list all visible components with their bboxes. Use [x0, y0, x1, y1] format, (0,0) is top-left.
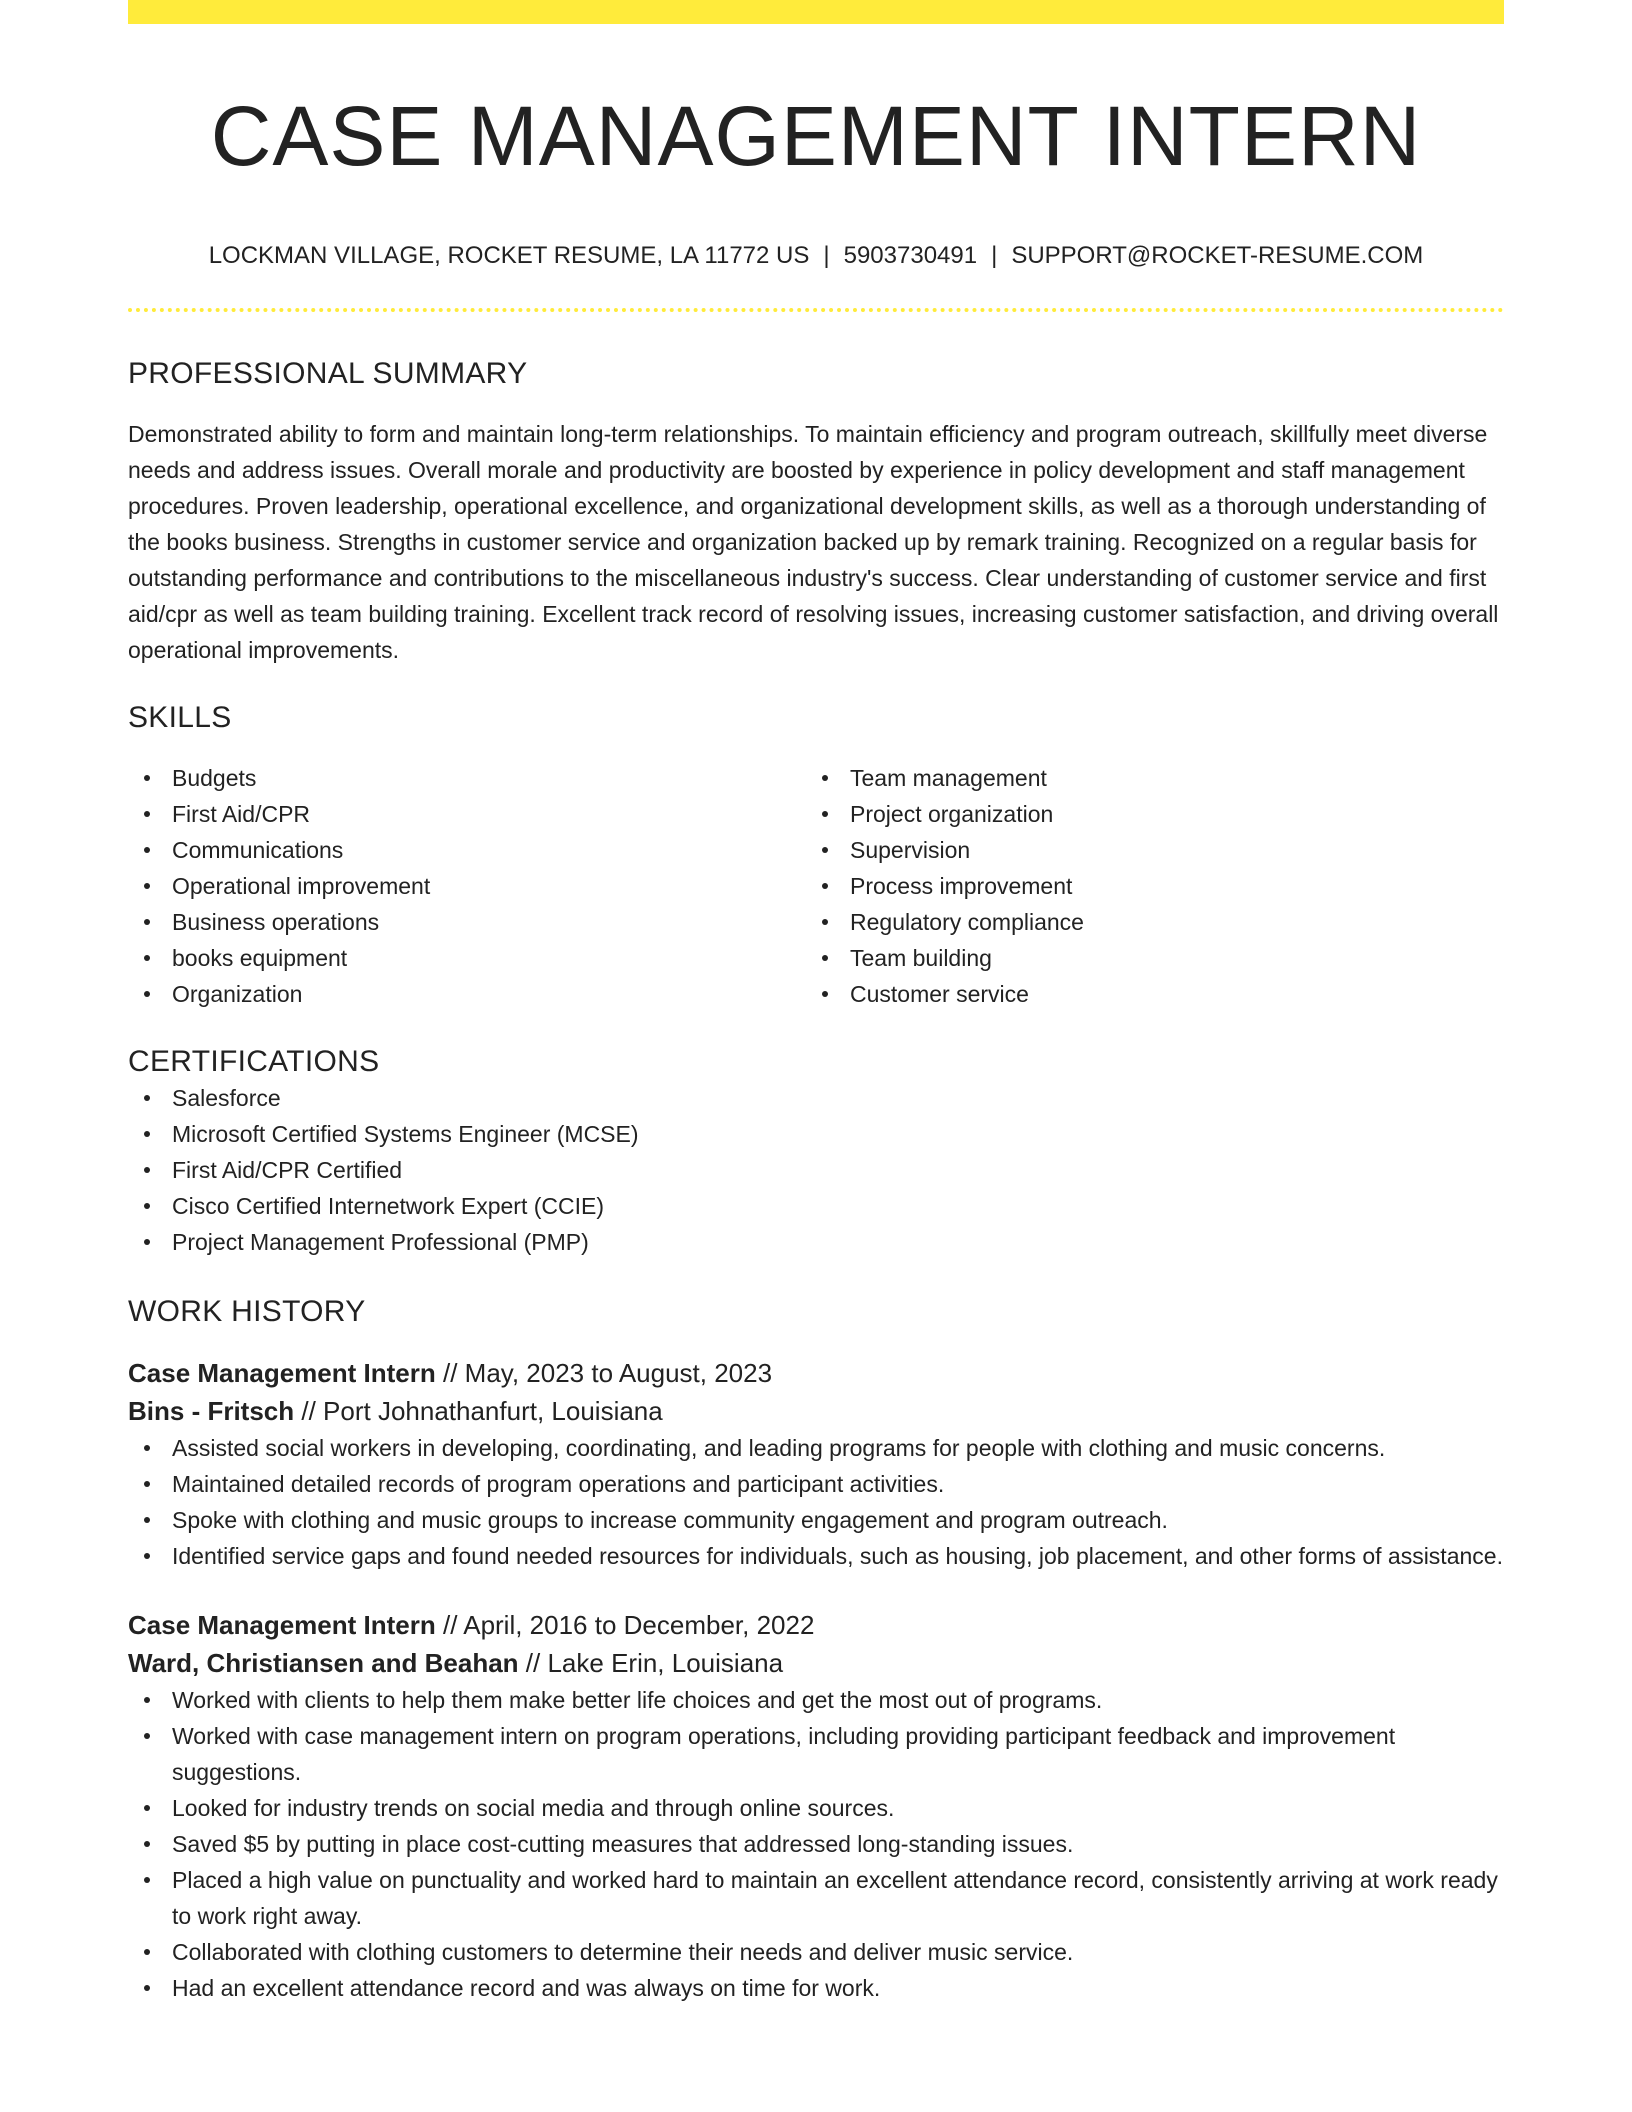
job-entry — [128, 1606, 1504, 2006]
job-role: Case Management Intern — [128, 1358, 436, 1388]
work-history-heading: WORK HISTORY — [128, 1295, 366, 1328]
job-company-line — [128, 1644, 1504, 1682]
job-duties-list — [128, 1430, 1504, 1574]
contact-separator: | — [991, 242, 998, 269]
job-duty: Worked with clients to help them make better life choices and get the most out of programs. — [128, 1682, 1504, 1718]
job-duty: Maintained detailed records of program operations and participant activities. — [128, 1466, 1504, 1502]
job-company: Ward, Christiansen and Beahan — [128, 1648, 519, 1678]
job-company-line — [128, 1392, 1504, 1430]
job-role-line — [128, 1354, 1504, 1392]
header-divider — [128, 308, 1504, 312]
certifications-heading: CERTIFICATIONS — [128, 1045, 380, 1078]
certification-item: Project Management Professional (PMP) — [128, 1224, 1504, 1260]
certification-item: Salesforce — [128, 1080, 1504, 1116]
skills-heading: SKILLS — [128, 701, 232, 734]
skill-item: Team management — [806, 760, 1484, 796]
contact-separator: | — [823, 242, 830, 269]
skill-item: Team building — [806, 940, 1484, 976]
job-location: // Lake Erin, Louisiana — [525, 1648, 784, 1678]
job-duty: Placed a high value on punctuality and worked hard to maintain an excellent attendance record, consistently arriving at work ready to work right away. — [128, 1862, 1504, 1934]
job-dates: // April, 2016 to December, 2022 — [442, 1610, 815, 1640]
skill-item: First Aid/CPR — [128, 796, 806, 832]
skills-list-left — [128, 760, 806, 1012]
job-duties-list — [128, 1682, 1504, 2006]
certification-item: Microsoft Certified Systems Engineer (MCSE) — [128, 1116, 1504, 1152]
skills-columns — [128, 760, 1504, 1012]
job-duty: Looked for industry trends on social media and through online sources. — [128, 1790, 1504, 1826]
skill-item: Communications — [128, 832, 806, 868]
accent-bar — [128, 0, 1504, 24]
skill-item: Process improvement — [806, 868, 1484, 904]
skill-item: Operational improvement — [128, 868, 806, 904]
skill-item: books equipment — [128, 940, 806, 976]
resume-page — [128, 0, 1504, 2006]
contact-phone: 5903730491 — [843, 242, 978, 269]
job-duty: Worked with case management intern on program operations, including providing participant feedback and improvement suggestions. — [128, 1718, 1504, 1790]
summary-text: Demonstrated ability to form and maintain long-term relationships. To maintain efficiency and program outreach, skillfully meet diverse needs and address issues. Overall morale and productivity are boosted by experience in policy development and staff management procedures. Proven leadership, operational excellence, and organizational development skills, as well as a thorough understanding of the books business. Strengths in customer service and organization backed up by remark training. Recognized on a regular basis for outstanding performance and contributions to the miscellaneous industry's success. Clear understanding of customer service and first aid/cpr as well as team building training. Excellent track record of resolving issues, increasing customer satisfaction, and driving overall operational improvements. — [128, 421, 1499, 663]
contact-email[interactable]: SUPPORT@ROCKET-RESUME.COM — [1011, 242, 1424, 269]
job-duty: Spoke with clothing and music groups to increase community engagement and program outreach. — [128, 1502, 1504, 1538]
job-role: Case Management Intern — [128, 1610, 436, 1640]
skill-item: Customer service — [806, 976, 1484, 1012]
job-entry — [128, 1354, 1504, 1574]
skill-item: Business operations — [128, 904, 806, 940]
job-duty: Had an excellent attendance record and was always on time for work. — [128, 1970, 1504, 2006]
skills-list-right — [806, 760, 1484, 1012]
skill-item: Regulatory compliance — [806, 904, 1484, 940]
contact-address: LOCKMAN VILLAGE, ROCKET RESUME, LA 11772 US — [208, 242, 810, 269]
job-location: // Port Johnathanfurt, Louisiana — [301, 1396, 663, 1426]
job-duty: Identified service gaps and found needed resources for individuals, such as housing, job placement, and other forms of assistance. — [128, 1538, 1504, 1574]
skill-item: Organization — [128, 976, 806, 1012]
certifications-list — [128, 1080, 1504, 1260]
resume-name: CASE MANAGEMENT INTERN — [210, 89, 1422, 183]
certification-item: First Aid/CPR Certified — [128, 1152, 1504, 1188]
summary-heading: PROFESSIONAL SUMMARY — [128, 357, 528, 390]
certification-item: Cisco Certified Internetwork Expert (CCIE) — [128, 1188, 1504, 1224]
job-role-line — [128, 1606, 1504, 1644]
job-duty: Saved $5 by putting in place cost-cutting measures that addressed long-standing issues. — [128, 1826, 1504, 1862]
job-duty: Collaborated with clothing customers to determine their needs and deliver music service. — [128, 1934, 1504, 1970]
job-duty: Assisted social workers in developing, coordinating, and leading programs for people with clothing and music concerns. — [128, 1430, 1504, 1466]
skill-item: Project organization — [806, 796, 1484, 832]
skill-item: Budgets — [128, 760, 806, 796]
job-dates: // May, 2023 to August, 2023 — [442, 1358, 773, 1388]
skill-item: Supervision — [806, 832, 1484, 868]
job-company: Bins - Fritsch — [128, 1396, 295, 1426]
contact-line — [128, 240, 1504, 272]
